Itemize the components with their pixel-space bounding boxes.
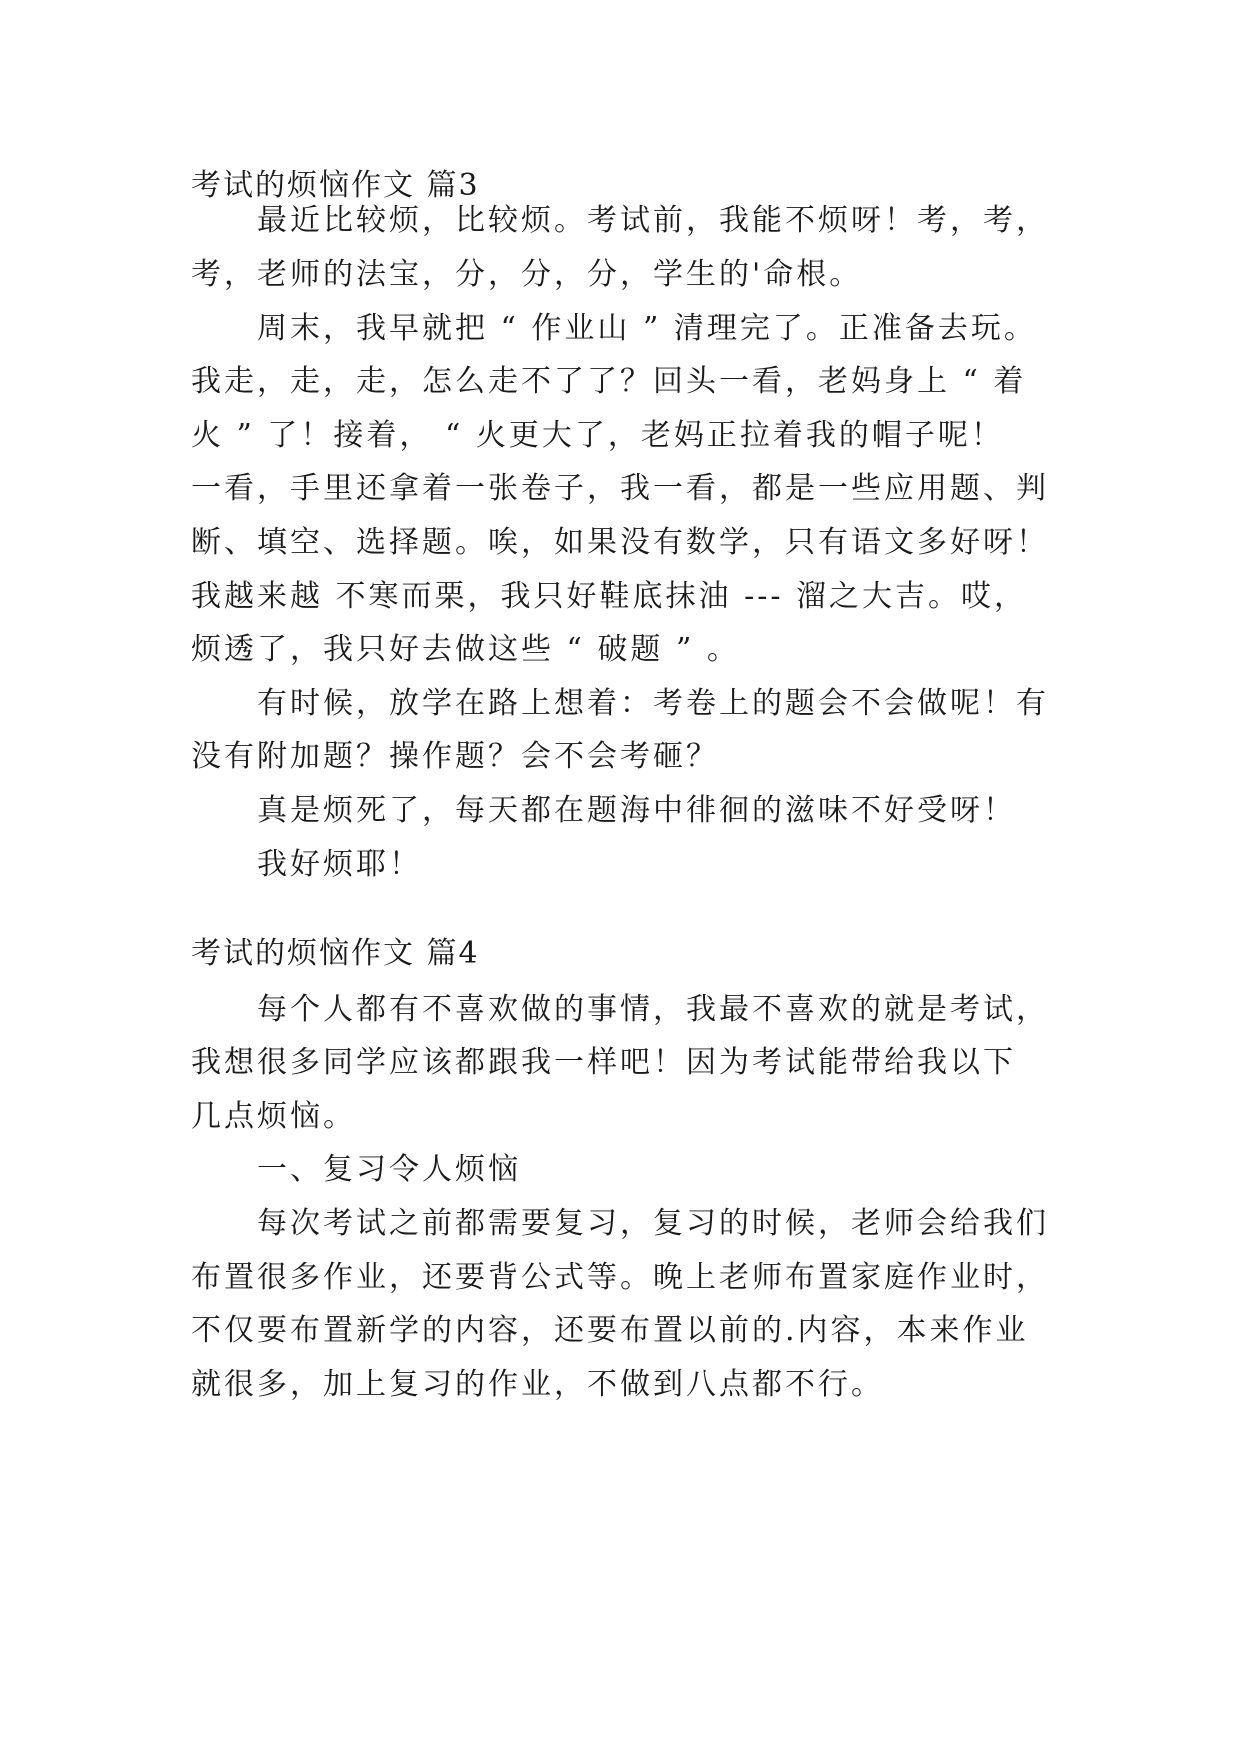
paragraph-line: 几点烦恼。	[191, 1099, 356, 1134]
paragraph-line: 周末，我早就把 “ 作业山 ” 清理完了。正准备去玩。	[257, 311, 1037, 346]
paragraph-line: 考，老师的法宝，分，分，分，学生的'命根。	[191, 257, 863, 292]
paragraph-line: 我越来越 不寒而栗，我只好鞋底抹油 --- 溜之大吉。哎，	[191, 579, 1028, 614]
paragraph-line: 最近比较烦，比较烦。考试前，我能不烦呀！考，考，	[257, 203, 1049, 238]
paragraph-line: 就很多，加上复习的作业，不做到八点都不行。	[191, 1367, 884, 1402]
paragraph-line: 我想很多同学应该都跟我一样吧！因为考试能带给我以下	[191, 1045, 1016, 1080]
paragraph-line: 有时候，放学在路上想着：考卷上的题会不会做呢！有	[257, 686, 1049, 721]
paragraph-line: 一看，手里还拿着一张卷子，我一看，都是一些应用题、判	[191, 471, 1049, 506]
paragraph-line: 断、填空、选择题。唉，如果没有数学，只有语文多好呀！	[191, 525, 1049, 560]
paragraph-line: 没有附加题？操作题？会不会考砸？	[191, 739, 719, 774]
paragraph-line: 我好烦耶！	[257, 847, 422, 882]
section-4-title: 考试的烦恼作文 篇4	[191, 936, 480, 971]
paragraph-line: 火 ” 了！接着， “ 火更大了，老妈正拉着我的帽子呢！	[191, 418, 1004, 453]
section-3-title: 考试的烦恼作文 篇3	[191, 168, 480, 203]
paragraph-line: 每个人都有不喜欢做的事情，我最不喜欢的就是考试，	[257, 992, 1049, 1027]
subheading: 一、复习令人烦恼	[257, 1152, 521, 1187]
paragraph-line: 我走，走，走，怎么走不了了？回头一看，老妈身上 “ 着	[191, 364, 1027, 399]
paragraph-line: 真是烦死了，每天都在题海中徘徊的滋味不好受呀！	[257, 793, 1016, 828]
paragraph-line: 烦透了，我只好去做这些 “ 破题 ” 。	[191, 632, 740, 667]
paragraph-line: 每次考试之前都需要复习，复习的时候，老师会给我们	[257, 1206, 1049, 1241]
paragraph-line: 不仅要布置新学的内容，还要布置以前的.内容，本来作业	[191, 1313, 1029, 1348]
paragraph-line: 布置很多作业，还要背公式等。晚上老师布置家庭作业时，	[191, 1260, 1049, 1295]
